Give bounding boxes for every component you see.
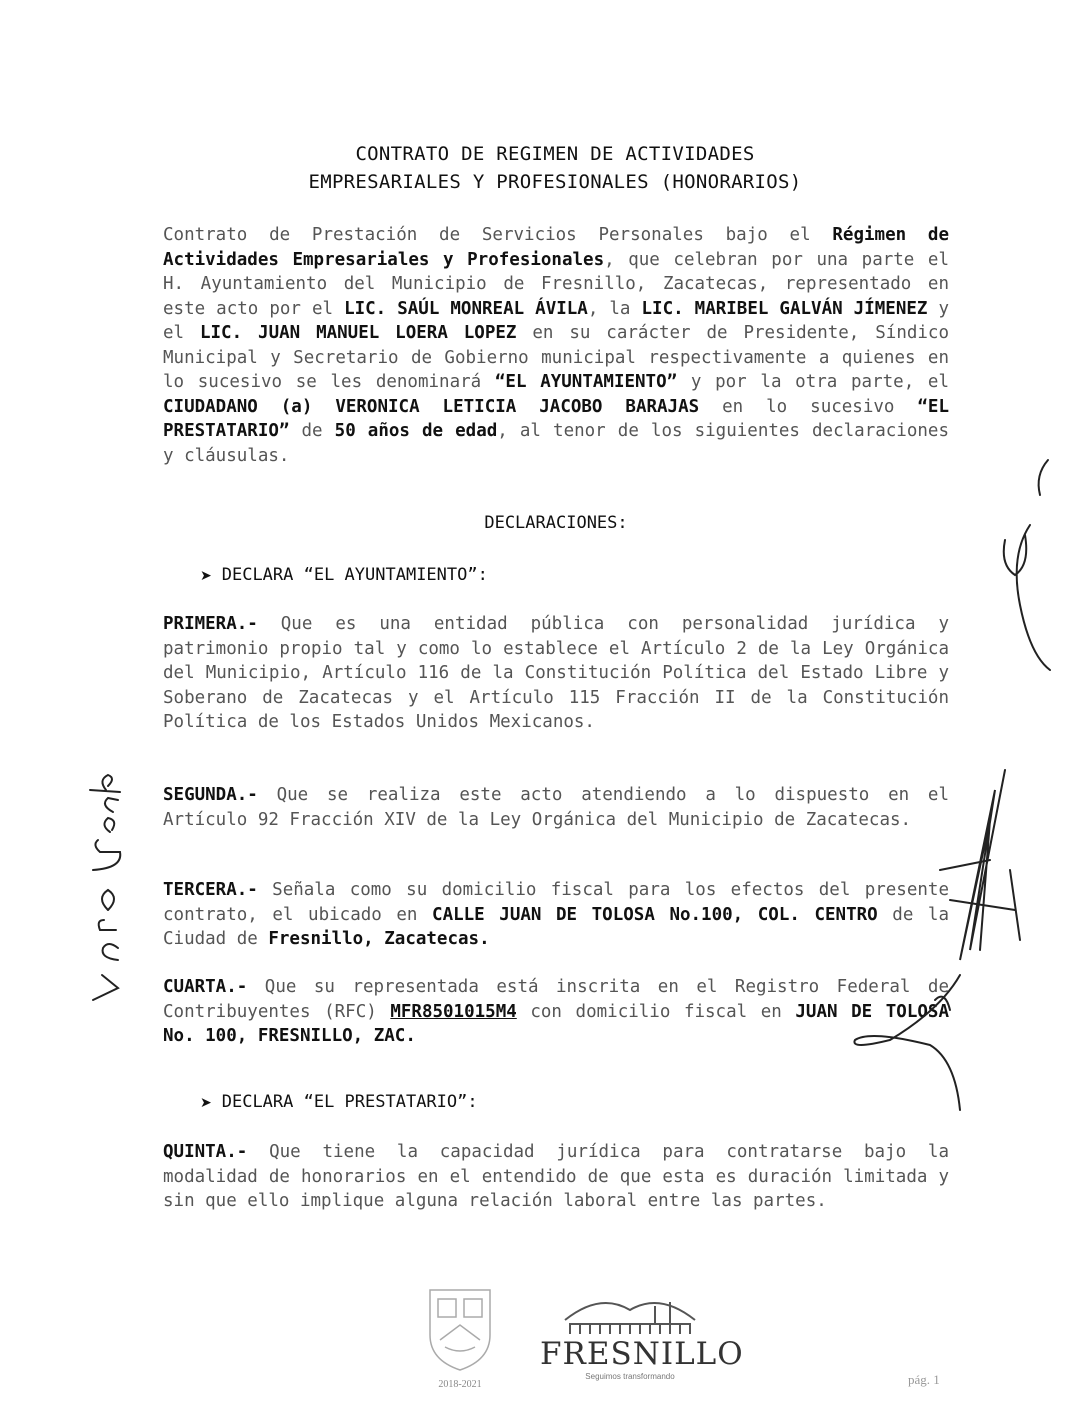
handwritten-name-signature bbox=[78, 770, 148, 1010]
logo-slogan: Seguimos transformando bbox=[585, 1372, 675, 1381]
title-line-2: EMPRESARIALES Y PROFESIONALES (HONORARIOS) bbox=[308, 171, 802, 193]
arrow-bullet-icon: ➤ bbox=[200, 1095, 212, 1111]
coat-of-arms-icon bbox=[420, 1285, 500, 1373]
title-line-1: CONTRATO DE REGIMEN DE ACTIVIDADES bbox=[355, 143, 755, 165]
city-skyline-icon bbox=[560, 1290, 700, 1336]
declara-prestatario-heading: ➤ DECLARA “EL PRESTATARIO”: bbox=[200, 1092, 478, 1112]
fresnillo-logo bbox=[540, 1290, 744, 1381]
clause-segunda: SEGUNDA.- Que se realiza este acto atendiendo a lo dispuesto en el Artículo 92 Fracción XIV de la Ley Orgánica del Municipio de Zacatecas. bbox=[163, 785, 949, 830]
page-number: pág. 1 bbox=[908, 1372, 940, 1387]
rfc-value: MFR8501015M4 bbox=[390, 1001, 517, 1022]
document-title bbox=[160, 140, 950, 196]
municipal-seal bbox=[420, 1285, 500, 1390]
intro-paragraph: Contrato de Prestación de Servicios Personales bajo el Régimen de Actividades Empresariales y Profesionales, que celebran por una parte el H. Ayuntamiento del Municipio de Fresnillo, Zacatecas, representado en este acto por el LIC. SAÚL MONREAL ÁVILA, la LIC. MARIBEL GALVÁN JÍMENEZ y el LIC. JUAN MANUEL LOERA LOPEZ en su carácter de Presidente, Síndico Municipal y Secretario de Gobierno municipal respectivamente a quienes en lo sucesivo se les denominará “EL AYUNTAMIENTO” y por la otra parte, el CIUDADANO (a) VERONICA LETICIA JACOBO BARAJAS en lo sucesivo “EL PRESTATARIO” de 50 años de edad, al tenor de los siguientes declaraciones y cláusulas. bbox=[163, 225, 949, 466]
signature-right-top bbox=[990, 455, 1060, 685]
clause-tercera: TERCERA.- Señala como su domicilio fiscal para los efectos del presente contrato, el ubicado en CALLE JUAN DE TOLOSA No.100, COL. CENTRO de la Ciudad de Fresnillo, Zacatecas. bbox=[163, 880, 949, 949]
arrow-bullet-icon: ➤ bbox=[200, 568, 212, 584]
declaraciones-heading: DECLARACIONES: bbox=[484, 513, 628, 533]
clause-cuarta: CUARTA.- Que su representada está inscrita en el Registro Federal de Contribuyentes (RFC) MFR8501015M4 con domicilio fiscal en JUAN DE TOLOSA No. 100, FRESNILLO, ZAC. bbox=[163, 977, 949, 1046]
clause-primera: PRIMERA.- Que es una entidad pública con personalidad jurídica y patrimonio propio tal y como lo establece el Artículo 2 de la Ley Orgánica del Municipio, Artículo 116 de la Constitución Política del Estado Libre y Soberano de Zacatecas y el Artículo 115 Fracción II de la Constitución Política de los Estados Unidos Mexicanos. bbox=[163, 614, 949, 732]
logo-name: FRESNILLO bbox=[540, 1336, 744, 1372]
signature-right-bottom bbox=[830, 760, 1030, 1140]
seal-years: 2018-2021 bbox=[438, 1379, 482, 1390]
declara-ayuntamiento-heading: ➤ DECLARA “EL AYUNTAMIENTO”: bbox=[200, 565, 488, 585]
clause-quinta: QUINTA.- Que tiene la capacidad jurídica para contratarse bajo la modalidad de honorarios en el entendido de que esta es duración limitada y sin que ello implique alguna relación laboral entre las partes. bbox=[163, 1142, 949, 1211]
